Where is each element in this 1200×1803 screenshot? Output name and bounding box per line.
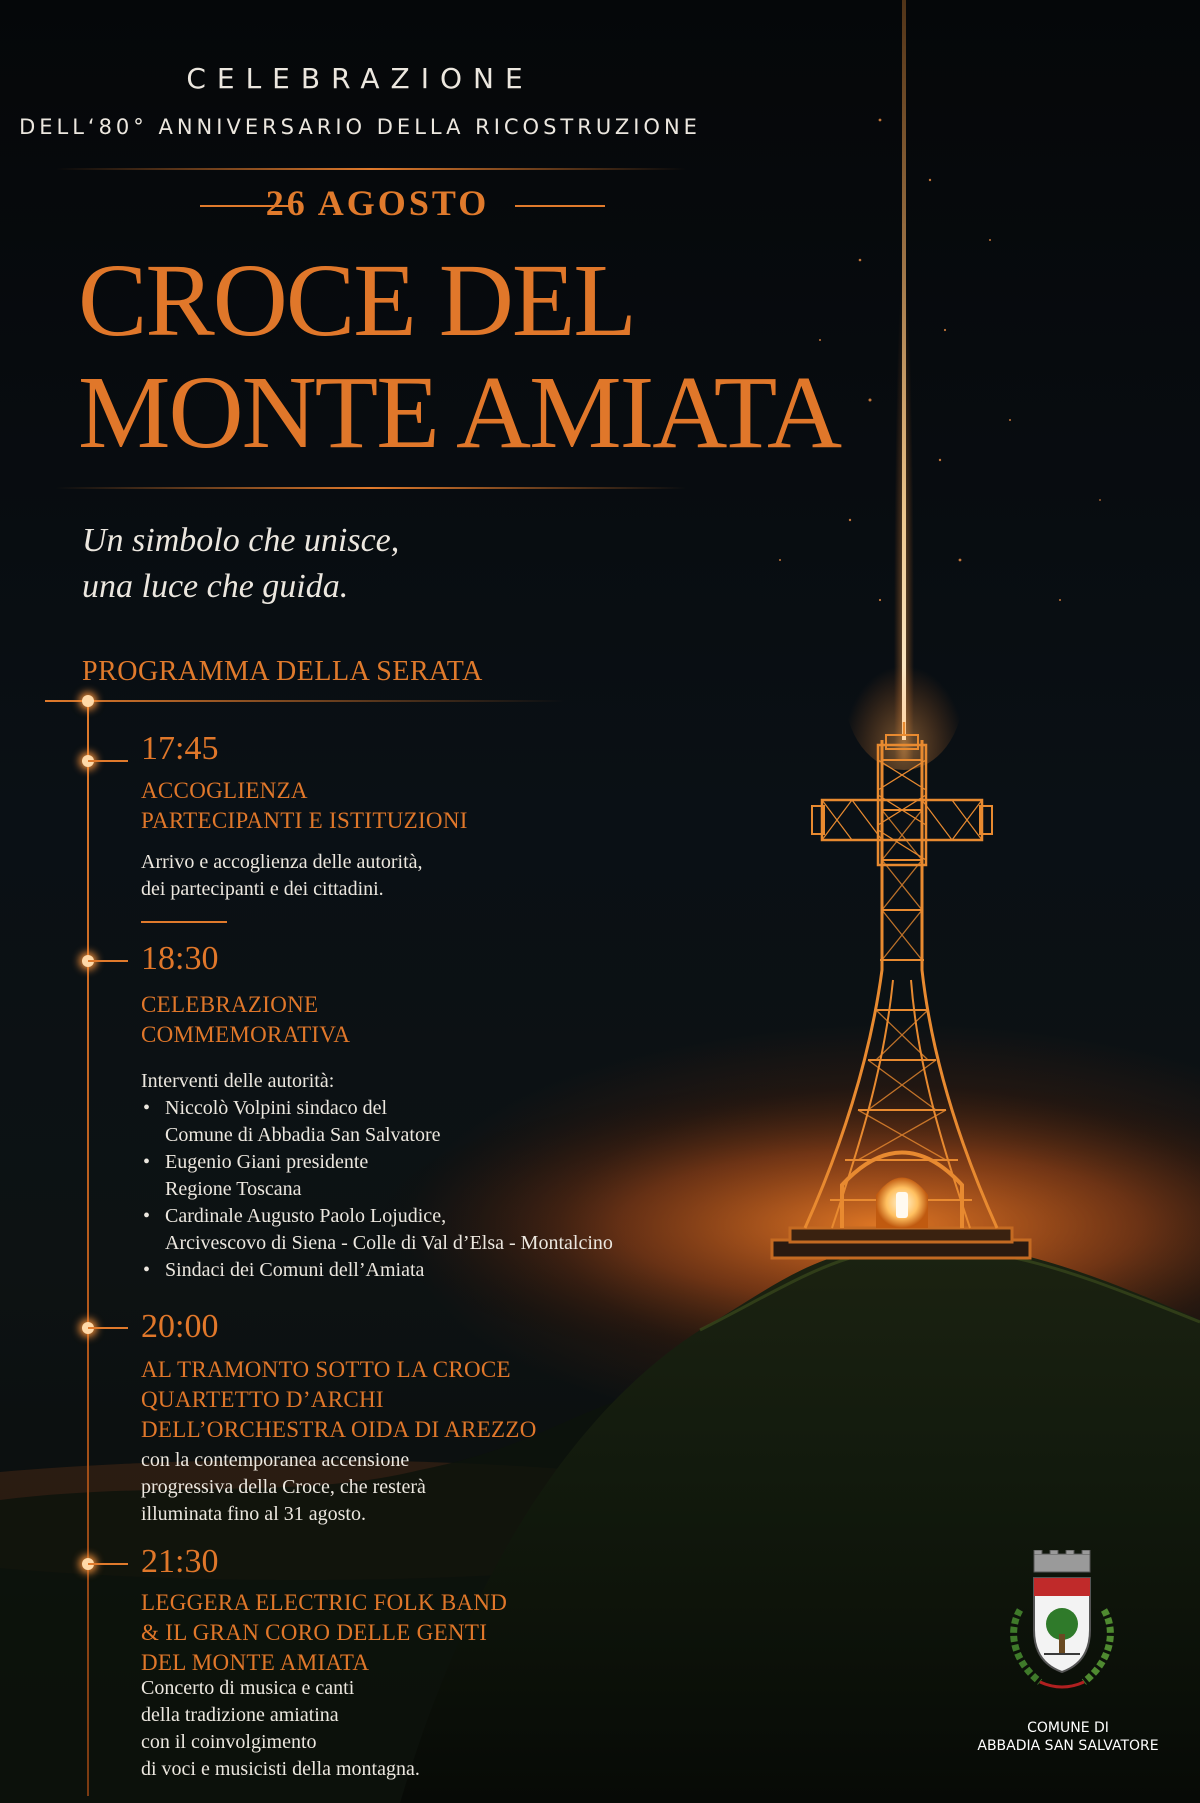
event-time: 21:30 (141, 1543, 219, 1580)
speaker-line: Comune di Abbadia San Salvatore (165, 1124, 441, 1146)
event-description-line: della tradizione amiatina (141, 1704, 339, 1726)
header-rule (56, 168, 686, 170)
speaker-line: • Niccolò Volpini sindaco del (165, 1097, 388, 1119)
timeline-line (87, 700, 89, 1796)
tagline-line-2: una luce che guida. (82, 568, 349, 605)
program-heading: PROGRAMMA DELLA SERATA (82, 656, 483, 687)
speaker-item (141, 1095, 613, 1149)
event-description-line: con la contemporanea accensione (141, 1449, 410, 1471)
event-title-line: QUARTETTO D’ARCHI (141, 1387, 384, 1412)
tagline-line-1: Un simbolo che unisce, (82, 522, 400, 559)
event-title-line: COMMEMORATIVA (141, 1022, 351, 1047)
event-description-line: Arrivo e accoglienza delle autorità, (141, 851, 423, 873)
subkicker-text: DELL‘80° ANNIVERSARIO DELLA RICOSTRUZIONE (19, 115, 701, 139)
event-title-line: CELEBRAZIONE (141, 992, 319, 1017)
municipal-crest-icon (1000, 1550, 1124, 1696)
speaker-list (141, 1095, 613, 1284)
comune-line: ABBADIA SAN SALVATORE (977, 1738, 1159, 1754)
speaker-line: • Cardinale Augusto Paolo Lojudice, (165, 1205, 447, 1227)
event-title (141, 990, 350, 1050)
comune-line: COMUNE DI (1027, 1720, 1109, 1736)
page-title (78, 245, 840, 469)
event-title-line: PARTECIPANTI E ISTITUZIONI (141, 808, 468, 833)
title-line-1: CROCE DEL (78, 243, 635, 358)
speaker-line: Arcivescovo di Siena - Colle di Val d’Elsa - Montalcino (165, 1232, 613, 1254)
event-date: 26 AGOSTO (265, 183, 490, 223)
speaker-line: • Eugenio Giani presidente (165, 1151, 369, 1173)
timeline-dot (82, 695, 94, 707)
event-description (141, 849, 423, 903)
timeline-tick (88, 1327, 128, 1329)
tagline (82, 518, 399, 610)
event-title-line: AL TRAMONTO SOTTO LA CROCE (141, 1357, 511, 1382)
speaker-line: • Sindaci dei Comuni dell’Amiata (165, 1259, 425, 1281)
speaker-line: Regione Toscana (165, 1178, 302, 1200)
event-description-line: illuminata fino al 31 agosto. (141, 1503, 366, 1525)
event-intro: Interventi delle autorità: (141, 1070, 335, 1092)
speaker-item (141, 1203, 613, 1257)
title-rule (56, 487, 686, 489)
event-description-line: dei partecipanti e dei cittadini. (141, 878, 384, 900)
event-title-line: ACCOGLIENZA (141, 778, 308, 803)
event-description-line: di voci e musicisti della montagna. (141, 1758, 420, 1780)
event-title (141, 776, 468, 836)
timeline-tick (88, 960, 128, 962)
event-title-line: & IL GRAN CORO DELLE GENTI (141, 1620, 488, 1645)
speaker-item (141, 1149, 613, 1203)
date-rule-right (515, 205, 605, 207)
title-line-2: MONTE AMIATA (78, 355, 841, 470)
event-time: 18:30 (141, 940, 219, 977)
comune-label (960, 1719, 1176, 1755)
event-title (141, 1355, 537, 1445)
speaker-item (141, 1257, 613, 1284)
event-title-line: DELL’ORCHESTRA OIDA DI AREZZO (141, 1417, 537, 1442)
event-description-line: progressiva della Croce, che resterà (141, 1476, 426, 1498)
event-time: 20:00 (141, 1308, 219, 1345)
event-description-line: con il coinvolgimento (141, 1731, 317, 1753)
event-title-line: LEGGERA ELECTRIC FOLK BAND (141, 1590, 508, 1615)
event-time: 17:45 (141, 730, 219, 767)
kicker-text: CELEBRAZIONE (186, 62, 534, 95)
event-title (141, 1588, 507, 1678)
event-description (141, 1675, 420, 1783)
event-description-line: Concerto di musica e canti (141, 1677, 355, 1699)
program-rule (45, 700, 565, 702)
event-title-line: DEL MONTE AMIATA (141, 1650, 370, 1675)
timeline-tick (88, 1563, 128, 1565)
event-separator (141, 921, 227, 923)
timeline-tick (88, 760, 128, 762)
event-description (141, 1447, 426, 1528)
